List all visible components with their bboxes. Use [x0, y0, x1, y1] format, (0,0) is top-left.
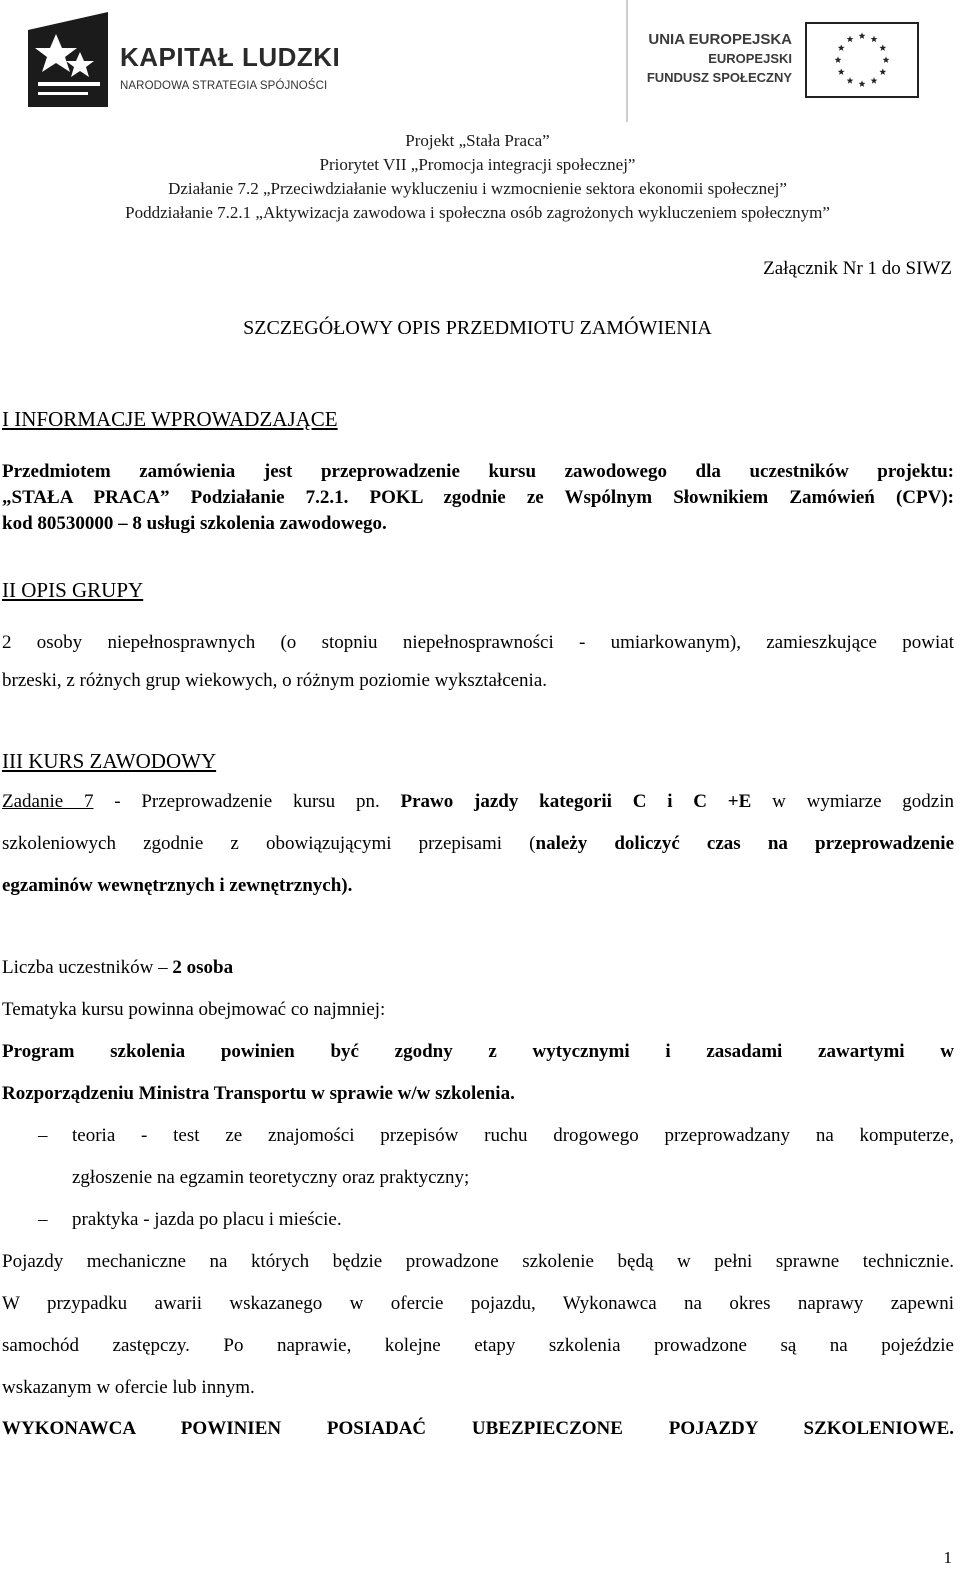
vehicles-line-4: wskazanym w ofercie lub innym. [2, 1377, 255, 1398]
program-line-2: Rozporządzeniu Ministra Transportu w sprawie w/w szkolenia. [2, 1083, 515, 1104]
kapital-ludzki-emblem-icon [28, 12, 110, 107]
section-2-line-2: brzeski, z różnych grup wiekowych, o różnym poziomie wykształcenia. [2, 670, 548, 691]
attachment-label: Załącznik Nr 1 do SIWZ [763, 258, 952, 279]
header-divider [626, 0, 628, 122]
kl-logo-title: KAPITAŁ LUDZKI [120, 42, 341, 72]
section-1-line-3: kod 80530000 – 8 usługi szkolenia zawodowego. [2, 513, 387, 534]
section-2-line-1: 2 osoby niepełnosprawnych (o stopniu niepełnosprawności - umiarkowanym), zamieszkujące powiat [2, 632, 954, 653]
zadanie-line-3: egzaminów wewnętrznych i zewnętrznych). [2, 875, 353, 896]
final-statement: WYKONAWCA POWINIEN POSIADAĆ UBEZPIECZONE POJAZDY SZKOLENIOWE. [2, 1418, 954, 1439]
project-line-3: Działanie 7.2 „Przeciwdziałanie wykluczeniu i wzmocnienie sektora ekonomii społecznej” [168, 179, 787, 198]
bullet-dash-2: – [38, 1209, 48, 1230]
eu-flag-icon [805, 22, 919, 98]
vehicles-line-2: W przypadku awarii wskazanego w ofercie pojazdu, Wykonawca na okres naprawy zapewni [2, 1293, 954, 1314]
page-number: 1 [943, 1548, 952, 1567]
vehicles-line-3: samochód zastępczy. Po naprawie, kolejne etapy szkolenia prowadzone są na pojeździe [2, 1335, 954, 1356]
project-line-2: Priorytet VII „Promocja integracji społecznej” [319, 155, 636, 174]
program-line-1: Program szkolenia powinien być zgodny z wytycznymi i zasadami zawartymi w [2, 1041, 954, 1062]
page-title: SZCZEGÓŁOWY OPIS PRZEDMIOTU ZAMÓWIENIA [243, 317, 712, 339]
topics-intro: Tematyka kursu powinna obejmować co najmniej: [2, 999, 386, 1020]
vehicles-line-1: Pojazdy mechaniczne na których będzie prowadzone szkolenie będą w pełni sprawne technicznie. [2, 1251, 954, 1272]
bullet-2: praktyka - jazda po placu i mieście. [72, 1209, 342, 1230]
bullet-1-line-2: zgłoszenie na egzamin teoretyczny oraz praktyczny; [72, 1167, 470, 1188]
eu-line-2: EUROPEJSKI [708, 51, 792, 66]
bullet-dash-1: – [38, 1125, 48, 1146]
project-line-1 [0, 131, 955, 151]
course-name: Prawo jazdy kategorii C i C +E [400, 791, 752, 812]
header-logos [0, 0, 960, 125]
zadanie-line-1-end: w wymiarze godzin [751, 791, 954, 812]
section-3-heading: III KURS ZAWODOWY [2, 749, 217, 773]
zadanie-line-1 [2, 791, 954, 813]
eu-line-3: FUNDUSZ SPOŁECZNY [646, 70, 792, 85]
kapital-ludzki-logo [28, 12, 341, 107]
section-1-heading: I INFORMACJE WPROWADZAJĄCE [2, 407, 338, 431]
participants-value: 2 osoba [172, 957, 234, 978]
section-1-line-1: Przedmiotem zamówienia jest przeprowadzenie kursu zawodowego dla uczestników projektu: [2, 461, 954, 482]
zadanie-text: - Przeprowadzenie kursu pn. [93, 791, 401, 812]
participants-label: Liczba uczestników – [2, 957, 173, 978]
project-name: Projekt „Stała Praca” [405, 131, 550, 150]
section-1-line-2: „STAŁA PRACA” Podziałanie 7.2.1. POKL zgodnie ze Wspólnym Słownikiem Zamówień (CPV): [2, 487, 954, 508]
eu-line-1: UNIA EUROPEJSKA [648, 31, 792, 48]
bullet-1-line-1: teoria - test ze znajomości przepisów ruchu drogowego przeprowadzany na komputerze, [72, 1125, 954, 1146]
eu-logo-text [647, 30, 792, 87]
zadanie-line-2-bold: należy doliczyć czas na przeprowadzenie [535, 833, 954, 854]
section-2-heading: II OPIS GRUPY [2, 578, 144, 602]
kl-logo-subtitle: NARODOWA STRATEGIA SPÓJNOŚCI [120, 80, 328, 92]
participants-line [2, 957, 954, 979]
zadanie-line-2-text: szkoleniowych zgodnie z obowiązującymi przepisami ( [2, 833, 536, 854]
zadanie-label: Zadanie 7 [2, 791, 94, 812]
project-line-4: Poddziałanie 7.2.1 „Aktywizacja zawodowa i społeczna osób zagrożonych wykluczeniem społecznym” [125, 203, 830, 222]
zadanie-line-2 [2, 833, 954, 855]
